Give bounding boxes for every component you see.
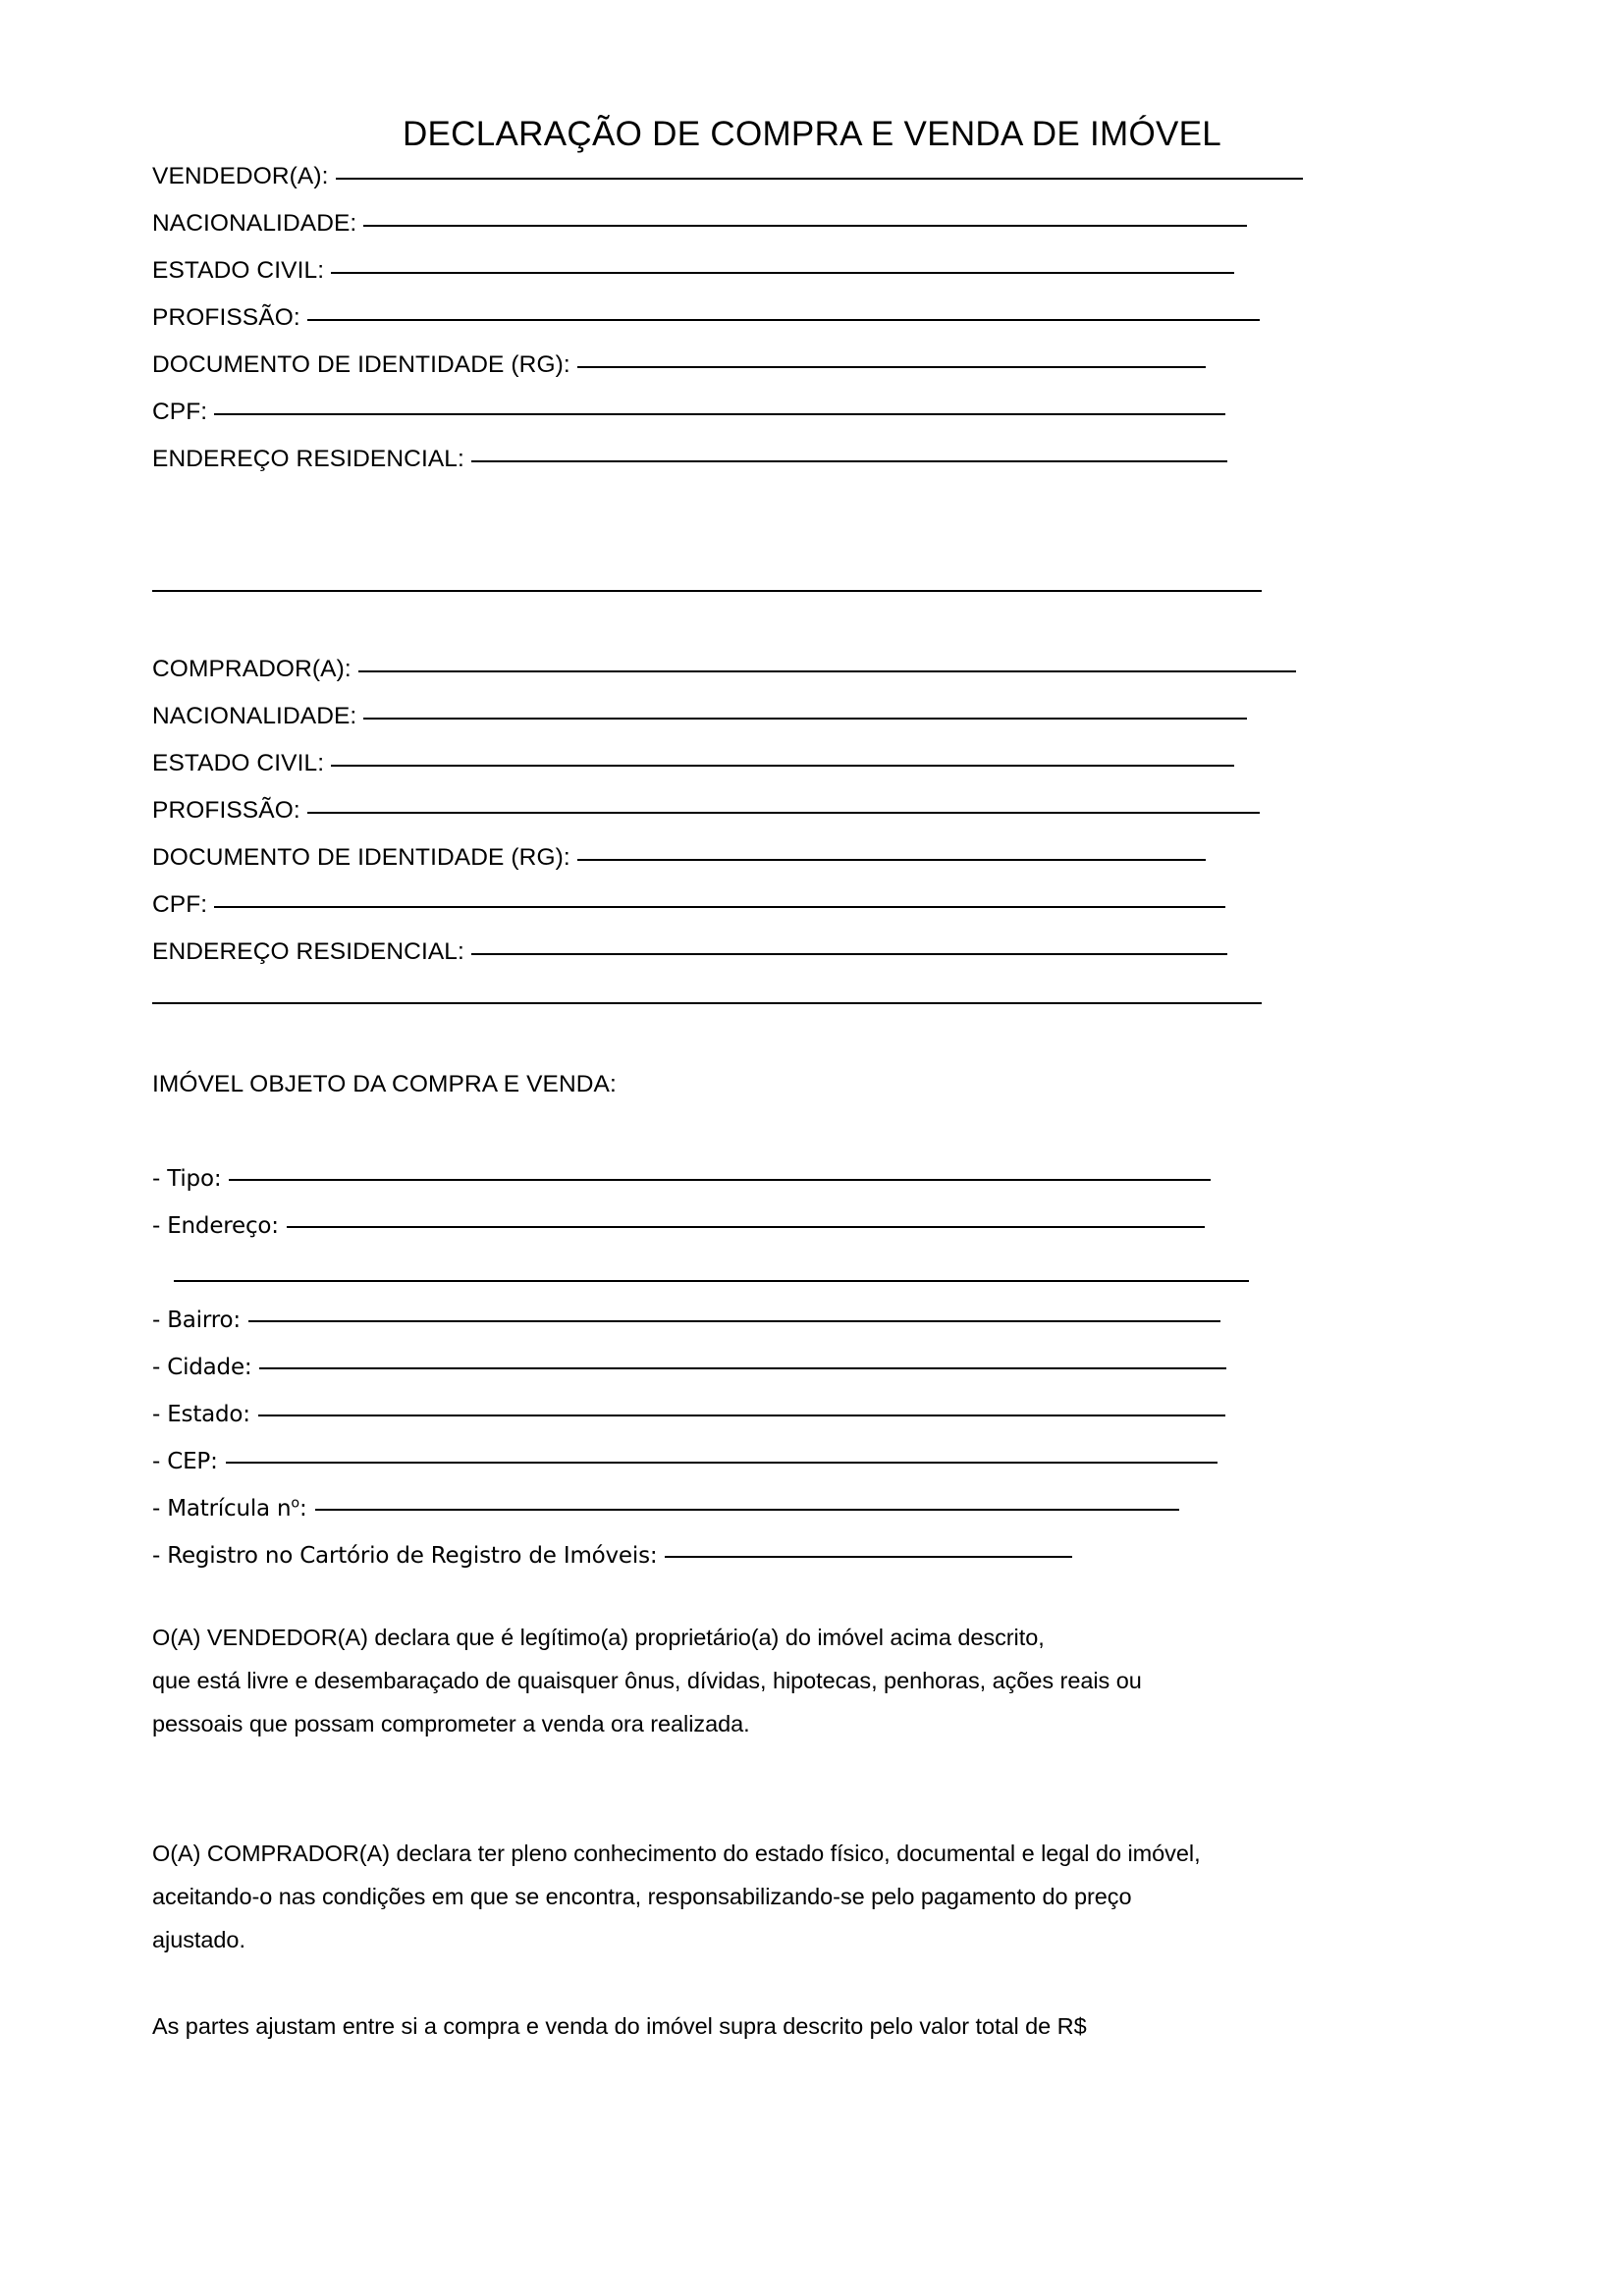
fill-line[interactable] [258,1415,1225,1416]
field-label: - Matrícula $n^o$: [152,1495,307,1522]
fill-line[interactable] [331,765,1234,767]
field-label: - Cidade: [152,1355,252,1380]
fill-line[interactable] [471,953,1227,955]
field-property-matricula[interactable] [152,1495,1179,1522]
property-address-continuation-line[interactable] [174,1280,1249,1282]
field-seller-rg[interactable] [152,353,1206,378]
fill-line[interactable] [363,225,1247,227]
field-seller-endereco[interactable] [152,448,1227,472]
fill-line[interactable] [226,1462,1218,1464]
field-property-cidade[interactable] [152,1357,1226,1379]
fill-line[interactable] [229,1179,1211,1181]
ordinal-indicator: o [291,1495,299,1512]
field-label: PROFISSÃO: [152,304,300,331]
field-buyer-profissao[interactable] [152,799,1260,824]
field-label: - Registro no Cartório de Registro de Imóveis: [152,1543,658,1569]
field-comprador[interactable] [152,658,1296,682]
field-label: - Bairro: [152,1308,241,1333]
buyer-address-continuation-line[interactable] [152,1002,1262,1004]
page-title: DECLARAÇÃO DE COMPRA E VENDA DE IMÓVEL [402,115,1222,153]
fill-line[interactable] [471,460,1227,462]
fill-line[interactable] [577,859,1206,861]
field-buyer-endereco[interactable] [152,940,1227,965]
field-seller-estado-civil[interactable] [152,259,1234,284]
field-label: NACIONALIDADE: [152,703,357,729]
fill-line[interactable] [259,1367,1226,1369]
clause-line: O(A) COMPRADOR(A) declara ter pleno conhecimento do estado físico, documental e legal do imóvel, [152,1841,1201,1866]
fill-line[interactable] [287,1226,1205,1228]
fill-line[interactable] [331,272,1234,274]
field-vendedor[interactable] [152,165,1303,189]
field-buyer-cpf[interactable] [152,893,1225,918]
property-section-heading: IMÓVEL OBJETO DA COMPRA E VENDA: [152,1071,617,1097]
field-label: - Tipo: [152,1166,222,1192]
field-label: ENDEREÇO RESIDENCIAL: [152,938,464,965]
fill-line[interactable] [336,178,1303,180]
field-label: NACIONALIDADE: [152,210,357,237]
fill-line[interactable] [358,670,1296,672]
field-buyer-nacionalidade[interactable] [152,705,1247,729]
clause-buyer-declaration [152,1832,1201,1961]
field-property-bairro[interactable] [152,1309,1220,1332]
field-label: CPF: [152,891,208,918]
field-seller-cpf[interactable] [152,400,1225,425]
field-label: VENDEDOR(A): [152,163,329,189]
fill-line[interactable] [665,1556,1072,1558]
clause-line: As partes ajustam entre si a compra e venda do imóvel supra descrito pelo valor total de R$ [152,2013,1087,2039]
field-label: ESTADO CIVIL: [152,750,325,776]
clause-price-agreement [152,2004,1087,2048]
clause-line: que está livre e desembaraçado de quaisquer ônus, dívidas, hipotecas, penhoras, ações reais ou [152,1668,1142,1693]
field-label: DOCUMENTO DE IDENTIDADE (RG): [152,844,570,871]
field-label: ENDEREÇO RESIDENCIAL: [152,446,464,472]
seller-address-continuation-line[interactable] [152,590,1262,592]
field-buyer-estado-civil[interactable] [152,752,1234,776]
fill-line[interactable] [214,906,1225,908]
field-label: - Estado: [152,1402,250,1427]
fill-line[interactable] [577,366,1206,368]
fill-line[interactable] [248,1320,1220,1322]
field-property-tipo[interactable] [152,1168,1211,1191]
field-label: - CEP: [152,1449,218,1474]
clause-line: O(A) VENDEDOR(A) declara que é legítimo(a) proprietário(a) do imóvel acima descrito, [152,1625,1045,1650]
field-label: COMPRADOR(A): [152,656,352,682]
clause-line: aceitando-o nas condições em que se encontra, responsabilizando-se pelo pagamento do preço [152,1884,1132,1909]
field-property-cep[interactable] [152,1451,1218,1473]
fill-line[interactable] [315,1509,1179,1511]
fill-line[interactable] [307,812,1260,814]
field-label: ESTADO CIVIL: [152,257,325,284]
clause-line: pessoais que possam comprometer a venda ora realizada. [152,1711,750,1736]
field-property-registro-cartorio[interactable] [152,1545,1072,1568]
clause-seller-declaration [152,1616,1142,1745]
field-property-endereco[interactable] [152,1215,1205,1238]
fill-line[interactable] [214,413,1225,415]
fill-line[interactable] [307,319,1260,321]
field-seller-nacionalidade[interactable] [152,212,1247,237]
field-label: DOCUMENTO DE IDENTIDADE (RG): [152,351,570,378]
field-seller-profissao[interactable] [152,306,1260,331]
fill-line[interactable] [363,718,1247,720]
field-label: PROFISSÃO: [152,797,300,824]
field-label: CPF: [152,399,208,425]
field-buyer-rg[interactable] [152,846,1206,871]
clause-line: ajustado. [152,1927,245,1952]
field-property-estado[interactable] [152,1404,1225,1426]
field-label: - Endereço: [152,1213,279,1239]
